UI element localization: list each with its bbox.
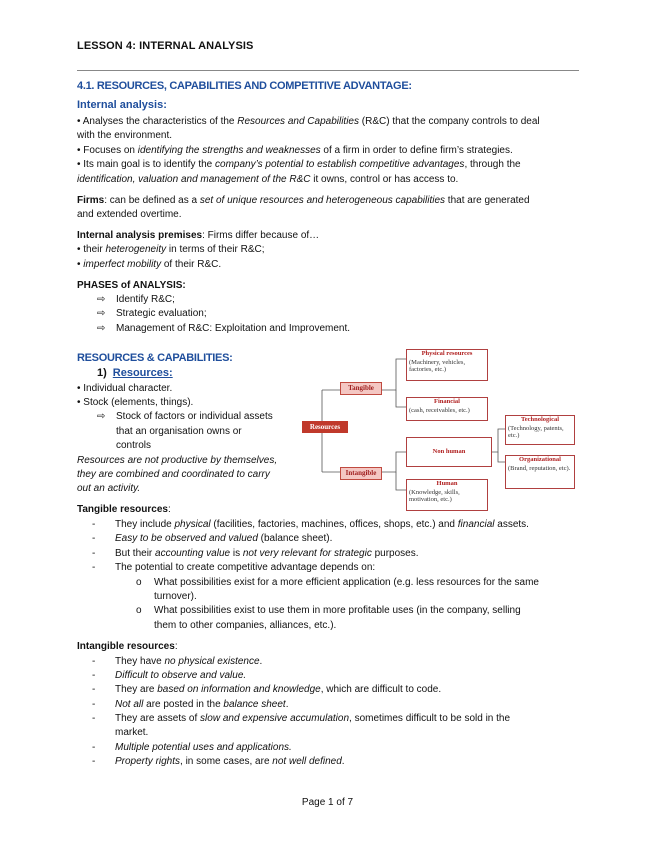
technological-title: Technological: [520, 416, 560, 423]
premises-heading: Internal analysis premises: Firms differ because of…: [77, 230, 320, 241]
diagram-human-box: [406, 479, 488, 511]
intangible-item-2: - Difficult to observe and value.: [92, 670, 247, 681]
intangible-item-1: - They have no physical existence.: [92, 656, 263, 667]
lesson-header: LESSON 4: INTERNAL ANALYSIS: [77, 40, 254, 52]
diagram-tangible-node: Tangible: [340, 382, 382, 395]
resources-bullet-2: • Stock (elements, things).: [77, 397, 194, 408]
resources-diagram: [300, 345, 580, 515]
phase-2: ⇨ Strategic evaluation;: [97, 308, 207, 319]
tangible-sub-1: o What possibilities exist for a more efficient application (e.g. less resources for the same: [136, 577, 539, 588]
human-desc: (Knowledge, skills, motivation, etc.): [409, 489, 460, 503]
diagram-organizational-box: [505, 455, 575, 489]
diagram-nonhuman-box: [406, 437, 492, 467]
resources-subheading: 1) Resources:: [97, 367, 173, 379]
human-title: Human: [436, 480, 458, 487]
nonhuman-title: Non human: [432, 448, 466, 455]
tangible-sub-2-cont: them to other companies, alliances, etc.).: [154, 620, 337, 631]
resources-note-3: out an activity.: [77, 483, 141, 494]
arrow-icon: ⇨: [97, 308, 106, 319]
financial-title: Financial: [433, 398, 460, 405]
physical-title: Physical resources: [421, 350, 473, 357]
diagram-technological-box: [505, 415, 575, 445]
technological-desc: (Technology, patents, etc.): [508, 425, 564, 439]
premise-2: • imperfect mobility of their R&C.: [77, 259, 222, 270]
intangible-item-7: - Property rights, in some cases, are not well defined.: [92, 756, 345, 767]
tangible-item-3: - But their accounting value is not very relevant for strategic purposes.: [92, 548, 419, 559]
phases-heading: PHASES of ANALYSIS:: [77, 280, 186, 291]
tangible-item-4: - The potential to create competitive advantage depends on:: [92, 562, 376, 573]
arrow-icon: ⇨: [97, 323, 106, 334]
phase-1: ⇨ Identify R&C;: [97, 294, 175, 305]
resources-note-2: they are combined and coordinated to carry: [77, 469, 270, 480]
intangible-item-3: - They are based on information and knowledge, which are difficult to code.: [92, 684, 442, 695]
resources-arrow-2: that an organisation owns or: [116, 426, 242, 437]
premise-1: • their heterogeneity in terms of their R&C;: [77, 244, 265, 255]
header-rule: [77, 70, 579, 71]
intangible-item-4: - Not all are posted in the balance sheet.: [92, 699, 289, 710]
intangible-item-6: - Multiple potential uses and applications.: [92, 742, 292, 753]
resources-note-1: Resources are not productive by themselves,: [77, 455, 278, 466]
diagram-intangible-node: Intangible: [340, 467, 382, 480]
internal-bullet-3: • Its main goal is to identify the company’s potential to establish competitive advantages, through the: [77, 159, 521, 170]
diagram-resources-node: Resources: [302, 421, 348, 433]
internal-bullet-1-cont: with the environment.: [77, 130, 173, 141]
resources-arrow-1: ⇨ Stock of factors or individual assets: [97, 411, 273, 422]
internal-bullet-1: • Analyses the characteristics of the Resources and Capabilities (R&C) that the company controls to deal: [77, 116, 540, 127]
resources-bullet-1: • Individual character.: [77, 383, 173, 394]
resources-arrow-3: controls: [116, 440, 152, 451]
section-title-4-1: 4.1. RESOURCES, CAPABILITIES AND COMPETITIVE ADVANTAGE:: [77, 80, 412, 92]
intangible-item-5-cont: market.: [115, 727, 149, 738]
tangible-sub-1-cont: turnover).: [154, 591, 197, 602]
tangible-sub-2: o What possibilities exist to use them in more profitable uses (in the company, selling: [136, 605, 521, 616]
organizational-title: Organizational: [519, 456, 561, 463]
resources-capabilities-heading: RESOURCES & CAPABILITIES:: [77, 352, 233, 364]
internal-bullet-3-cont: identification, valuation and management of the R&C it owns, control or has access to.: [77, 174, 459, 185]
phase-3: ⇨ Management of R&C: Exploitation and Improvement.: [97, 323, 351, 334]
arrow-icon: ⇨: [97, 411, 106, 422]
intangible-item-5: - They are assets of slow and expensive accumulation, sometimes difficult to be sold in the: [92, 713, 511, 724]
firms-definition-cont: and extended overtime.: [77, 209, 182, 220]
arrow-icon: ⇨: [97, 294, 106, 305]
financial-desc: (cash, receivables, etc.): [409, 407, 470, 414]
tangible-item-2: - Easy to be observed and valued (balance sheet).: [92, 533, 333, 544]
internal-bullet-2: • Focuses on identifying the strengths and weaknesses of a firm in order to define firm’s strategies.: [77, 145, 513, 156]
tangible-item-1: - They include physical (facilities, factories, machines, offices, shops, etc.) and financial assets.: [92, 519, 529, 530]
page-number: Page 1 of 7: [301, 797, 354, 808]
physical-desc: (Machinery, vehicles, factories, etc.): [409, 359, 466, 373]
tangible-heading: Tangible resources:: [77, 504, 171, 515]
diagram-financial-box: [406, 397, 488, 421]
intangible-heading: Intangible resources:: [77, 641, 178, 652]
internal-analysis-heading: Internal analysis:: [77, 99, 167, 111]
organizational-desc: (Brand, reputation, etc).: [508, 465, 571, 472]
firms-definition: Firms: can be defined as a set of unique resources and heterogeneous capabilities that are generated: [77, 195, 530, 206]
diagram-physical-box: [406, 349, 488, 381]
